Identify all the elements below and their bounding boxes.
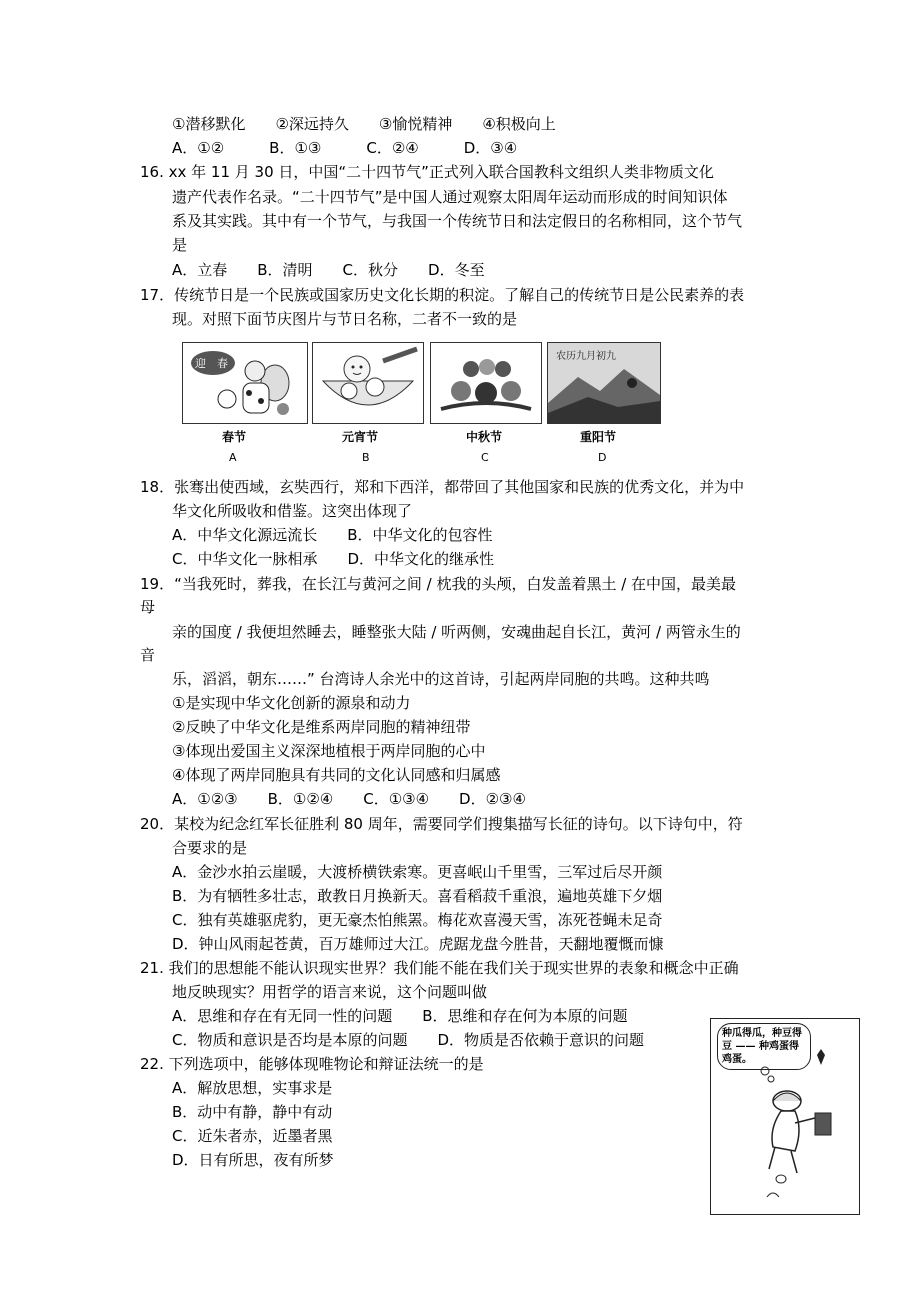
- spring-festival-picture: [182, 342, 308, 424]
- q21-opt1: A．思维和存在有无同一性的问题 B．思维和存在何为本原的问题: [172, 1007, 628, 1025]
- q18-opt1: A．中华文化源远流长 B．中华文化的包容性: [172, 526, 493, 544]
- q18-line1: 18．张骞出使西域，玄奘西行，郑和下西洋，都带回了其他国家和民族的优秀文化，并为中: [140, 478, 745, 496]
- q22-line1: 22. 下列选项中，能够体现唯物论和辩证法统一的是: [140, 1055, 484, 1073]
- q19-item4: ④体现了两岸同胞具有共同的文化认同感和归属感: [172, 766, 501, 784]
- q17-line2: 现。对照下面节庆图片与节日名称，二者不一致的是: [172, 310, 518, 328]
- q20-line1: 20．某校为纪念红军长征胜利 80 周年，需要同学们搜集描写长征的诗句。以下诗句中，符: [140, 815, 743, 833]
- q20-opt-d: D．钟山风雨起苍黄，百万雄师过大江。虎踞龙盘今胜昔，天翻地覆慨而慷: [172, 935, 664, 953]
- q16-line4: 是: [172, 236, 188, 254]
- caption-b: 元宵节: [342, 430, 379, 444]
- q15-items: ①潜移默化 ②深远持久 ③愉悦精神 ④积极向上: [172, 115, 556, 133]
- q20-line2: 合要求的是: [172, 839, 248, 857]
- letter-a: A: [229, 451, 237, 464]
- letter-d: D: [598, 451, 607, 464]
- q19-line3: 乐，滔滔，朝东……” 台湾诗人余光中的这首诗，引起两岸同胞的共鸣。这种共鸣: [172, 670, 710, 688]
- double-ninth-sign: 农历九月初九: [556, 351, 616, 362]
- q21-opt2: C．物质和意识是否均是本原的问题 D．物质是否依赖于意识的问题: [172, 1031, 645, 1049]
- cartoon-farmer-illustration: [711, 1019, 859, 1214]
- q21-line2: 地反映现实？用哲学的语言来说，这个问题叫做: [172, 983, 488, 1001]
- q22-opt-c: C．近朱者赤，近墨者黑: [172, 1127, 333, 1145]
- letter-c: C: [481, 451, 489, 464]
- q19-item1: ①是实现中华文化创新的源泉和动力: [172, 694, 411, 712]
- q19-line1b: 母: [140, 598, 156, 616]
- mid-autumn-picture: [430, 342, 542, 424]
- q22-opt-a: A．解放思想，实事求是: [172, 1079, 333, 1097]
- q19-item2: ②反映了中华文化是维系两岸同胞的精神纽带: [172, 718, 471, 736]
- letter-b: B: [362, 451, 370, 464]
- q22-opt-b: B．动中有静，静中有动: [172, 1103, 333, 1121]
- tangyuan-bowl-illustration: [313, 343, 423, 423]
- q16-line2: 遗产代表作名录。“二十四节气”是中国人通过观察太阳周年运动而形成的时间知识体: [172, 188, 728, 206]
- q20-opt-c: C．独有英雄驱虎豹，更无豪杰怕熊罴。梅花欢喜漫天雪，冻死苍蝇未足奇: [172, 911, 663, 929]
- caption-d: 重阳节: [580, 430, 617, 444]
- q19-line2: 亲的国度 / 我便坦然睡去，睡整张大陆 / 听两侧，安魂曲起自长江，黄河 / 两管永生的: [172, 623, 741, 641]
- q16-options: A．立春 B．清明 C．秋分 D．冬至: [172, 261, 485, 279]
- q20-opt-b: B．为有牺牲多壮志，敢教日月换新天。喜看稻菽千重浪，遍地英雄下夕烟: [172, 887, 663, 905]
- q19-line1: 19．“当我死时，葬我，在长江与黄河之间 / 枕我的头颅，白发盖着黑土 / 在中国，最美最: [140, 575, 737, 593]
- caption-c: 中秋节: [466, 430, 503, 444]
- q17-line1: 17．传统节日是一个民族或国家历史文化长期的积淀。了解自己的传统节日是公民素养的表: [140, 286, 745, 304]
- mid-autumn-illustration: [431, 343, 541, 423]
- q22-opt-d: D．日有所思，夜有所梦: [172, 1151, 334, 1169]
- q20-opt-a: A．金沙水拍云崖暖，大渡桥横铁索寒。更喜岷山千里雪，三军过后尽开颜: [172, 863, 663, 881]
- caption-a: 春节: [222, 430, 247, 444]
- q19-line2b: 音: [140, 646, 156, 664]
- q19-item3: ③体现出爱国主义深深地植根于两岸同胞的心中: [172, 742, 486, 760]
- q21-line1: 21. 我们的思想能不能认识现实世界？我们能不能在我们关于现实世界的表象和概念中正确: [140, 959, 739, 977]
- lantern-festival-picture: [312, 342, 424, 424]
- q16-line3: 系及其实践。其中有一个节气，与我国一个传统节日和法定假日的名称相同，这个节气: [172, 212, 743, 230]
- q18-line2: 华文化所吸收和借鉴。这突出体现了: [172, 502, 413, 520]
- cartoon-speech-bubble: 种瓜得瓜，种豆得豆 —— 种鸡蛋得鸡蛋。: [717, 1023, 811, 1070]
- q16-line1: 16. xx 年 11 月 30 日，中国“二十四节气”正式列入联合国教科文组织人类非物质文化: [140, 163, 714, 181]
- double-ninth-picture: [547, 342, 661, 424]
- q18-opt2: C．中华文化一脉相承 D．中华文化的继承性: [172, 550, 495, 568]
- cartoon-frame: [710, 1018, 860, 1215]
- q15-options: A．①② B．①③ C．②④ D．③④: [172, 139, 518, 157]
- spring-sign: 迎 春: [195, 357, 228, 370]
- q19-options: A．①②③ B．①②④ C．①③④ D．②③④: [172, 790, 526, 808]
